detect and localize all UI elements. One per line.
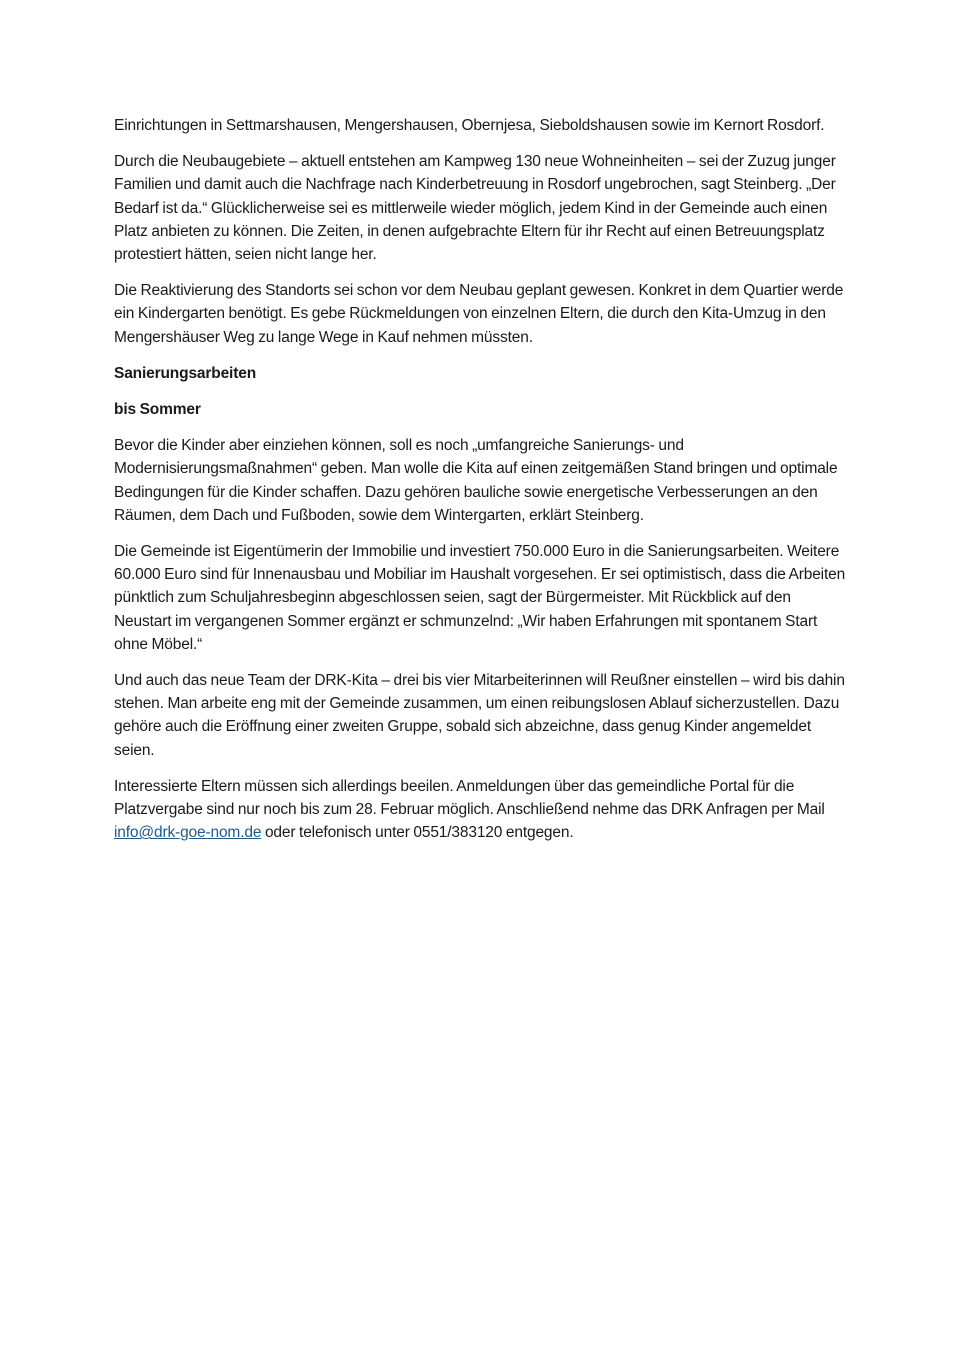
email-link[interactable]: info@drk-goe-nom.de [114, 824, 262, 842]
paragraph-reactivation: Die Reaktivierung des Standorts sei schon vor dem Neubau geplant gewesen. Konkret in dem Quartier werde ein Kindergarten benötigt. Es gebe Rückmeldungen von einzelnen Eltern, die durch den Kita-Umzug in den Mengershäuser Weg zu lange Wege in Kauf nehmen müssten. [114, 282, 844, 346]
paragraph-team: Und auch das neue Team der DRK-Kita – drei bis vier Mitarbeiterinnen will Reußner einstellen – wird bis dahin stehen. Man arbeite eng mit der Gemeinde zusammen, um einen reibungslosen Ablauf sicherzustellen. Dazu gehöre auch die Eröffnung einer zweiten Gruppe, sobald sich abzeichne, dass genug Kinder angemeldet seien. [114, 672, 845, 759]
subheading-renovation: Sanierungsarbeiten [114, 364, 257, 382]
paragraph-facilities: Einrichtungen in Settmarshausen, Mengershausen, Obernjesa, Sieboldshausen sowie im Kernort Rosdorf. [114, 117, 825, 134]
paragraph-registration [114, 775, 850, 845]
paragraph-renovation-measures: Bevor die Kinder aber einziehen können, soll es noch „umfangreiche Sanierungs- und Modernisierungsmaßnahmen“ geben. Man wolle die Kita auf einen zeitgemäßen Stand bringen und optimale Bedingungen für die Kinder schaffen. Dazu gehören bauliche sowie energetische Verbesserungen an den Räumen, dem Dach und Fußboden, sowie dem Wintergarten, erklärt Steinberg. [114, 437, 838, 524]
subheading-until-summer: bis Sommer [114, 401, 201, 419]
registration-text-after-link: oder telefonisch unter 0551/383120 entgegen. [261, 824, 574, 842]
paragraph-investment: Die Gemeinde ist Eigentümerin der Immobilie und investiert 750.000 Euro in die Sanierungsarbeiten. Weitere 60.000 Euro sind für Innenausbau und Mobiliar im Haushalt vorgesehen. Er sei optimistisch, dass die Arbeiten pünktlich zum Schuljahresbeginn abgeschlossen seien, sagt der Bürgermeister. Mit Rückblick auf den Neustart im vergangenen Sommer ergänzt er schmunzelnd: „Wir haben Erfahrungen mit spontanem Start ohne Möbel.“ [114, 543, 846, 653]
paragraph-new-developments: Durch die Neubaugebiete – aktuell entstehen am Kampweg 130 neue Wohneinheiten – sei der Zuzug junger Familien und damit auch die Nachfrage nach Kinderbetreuung in Rosdorf ungebrochen, sagt Steinberg. „Der Bedarf ist da.“ Glücklicherweise sei es mittlerweile wieder möglich, jedem Kind in der Gemeinde auch einen Platz anbieten zu können. Die Zeiten, in denen aufgebrachte Eltern für ihr Recht auf einen Betreuungsplatz protestiert hätten, seien nicht lange her. [114, 153, 836, 264]
document-page [114, 114, 850, 857]
registration-text-before-link: Interessierte Eltern müssen sich allerdings beeilen. Anmeldungen über das gemeindliche Portal für die Platzvergabe sind nur noch bis zum 28. Februar möglich. Anschließend nehme das DRK Anfragen per Mail [114, 777, 825, 819]
